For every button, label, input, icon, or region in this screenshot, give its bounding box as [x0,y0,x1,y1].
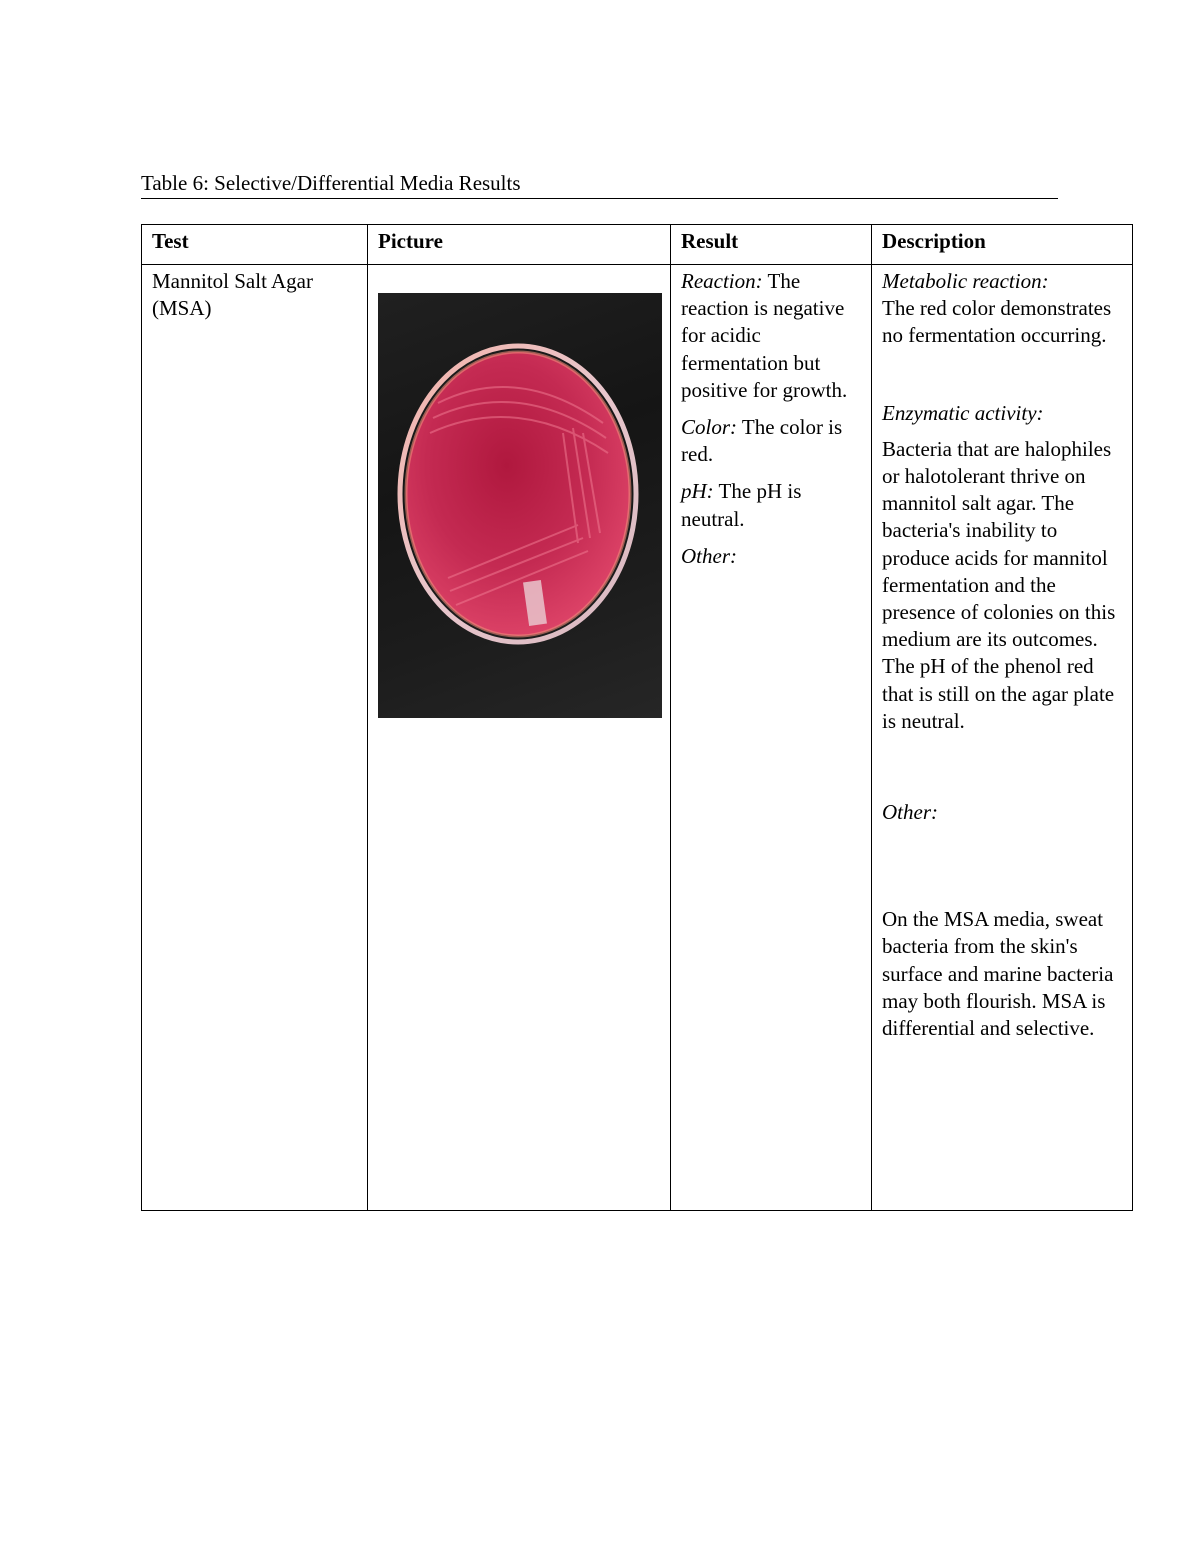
description-other-label: Other: [882,800,938,825]
enzymatic-text: Bacteria that are halophiles or halotolerant thrive on mannitol salt agar. The bacteria's inability to produce acids for mannitol fermentation and the presence of colonies on this medium are its outcomes. The pH of the phenol red that is still on the agar plate is neutral. [882,436,1116,733]
result-other-label: Other: [681,543,737,568]
table-row [142,265,1133,1211]
table-header-row [142,225,1133,265]
reaction-label: Reaction: [681,269,763,293]
cell-description [872,265,1133,1211]
petri-dish-photo [378,293,662,718]
ph-text: The pH is neutral. [681,479,802,531]
result-ph [681,478,861,532]
petri-dish-icon [378,293,662,718]
result-other [681,543,861,570]
reaction-text: The reaction is negative for acidic fermentation but positive for growth. [681,269,848,402]
test-name: Mannitol Salt Agar (MSA) [152,269,313,321]
metabolic-label: Metabolic reaction: [882,269,1049,293]
header-picture: Picture [368,225,671,265]
cell-picture [368,265,671,1211]
header-description: Description [872,225,1133,265]
result-color [681,414,861,468]
metabolic-text: The red color demonstrates no fermentation occurring. [882,296,1112,348]
header-result: Result [671,225,872,265]
color-text: The color is red. [681,415,843,467]
enzymatic-label: Enzymatic activity: [882,400,1044,425]
table-caption: Table 6: Selective/Differential Media Results [141,170,1058,199]
ph-label: pH: [681,479,714,504]
header-test: Test [142,225,368,265]
result-reaction [681,268,861,404]
color-label: Color: [681,415,738,440]
results-table [141,224,1133,1211]
cell-test [142,265,368,1211]
cell-result [671,265,872,1211]
description-other-text: On the MSA media, sweat bacteria from the skin's surface and marine bacteria may both flourish. MSA is differential and selective. [882,907,1114,1041]
